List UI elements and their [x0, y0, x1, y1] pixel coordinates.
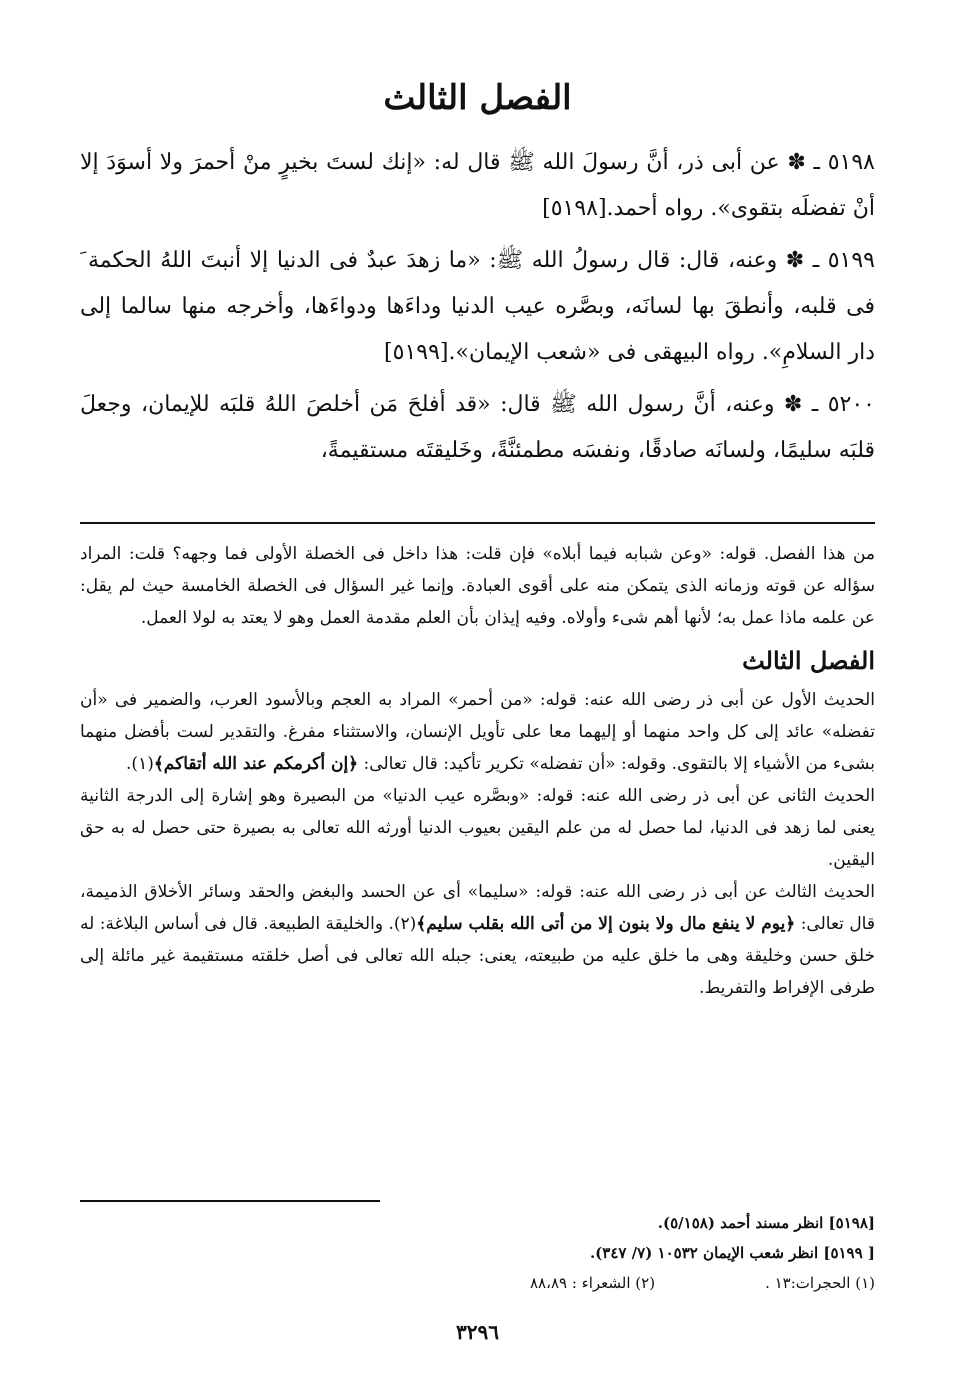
- quran-verse-2: ﴿يوم لا ينفع مال ولا بنون إلا من أتى الله بقلب سليم﴾: [416, 914, 796, 934]
- commentary-hadith-1: [80, 684, 875, 780]
- commentary-intro: من هذا الفصل. قوله: «وعن شبابه فيما أبلاه» فإن قلت: هذا داخل فى الخصلة الأولى فما وجهه؟ قلت: المراد سؤاله عن قوته وزمانه الذى يتمكن منه على أقوى العبادة. وإنما غير السؤال فى الخصلة الخامسة حيث لم يقل: عن علمه ماذا عمل به؛ لأنها أهم شىء وأولاه. وفيه إيذان بأن العلم مقدمة العمل وهو لا يعتد به لولا العمل.: [80, 544, 875, 628]
- footnote-row: [80, 1268, 875, 1298]
- hadith-5200: ٥٢٠٠ ـ ✽ وعنه، أنَّ رسول الله ﷺ قال: «قد أفلحَ مَن أخلصَ اللهُ قلبَه للإيمان، وجعلَ قلبَه سليمًا، ولسانَه صادقًا، ونفسَه مطمئنَّةً، وخَليقتَه مستقيمةً،: [80, 392, 875, 463]
- footnote-1: (١) الحجرات:١٣ .: [765, 1274, 875, 1292]
- hadith-5198: ٥١٩٨ ـ ✽ عن أبى ذر، أنَّ رسولَ الله ﷺ قال له: «إنك لستَ بخيرٍ منْ أحمرَ ولا أسوَدَ إلا أنْ تفضلَه بتقوى». رواه أحمد.[٥١٩٨]: [80, 150, 875, 221]
- commentary-hadith-3: [80, 876, 875, 1004]
- commentary-hadith-3-text: الحديث الثالث عن أبى ذر رضى الله عنه: قوله: «سليما» أى عن الحسد والبغض والحقد وسائر الأخلاق الذميمة، قال تعالى:: [80, 882, 875, 934]
- commentary-divider: [80, 522, 875, 524]
- chapter-title: الفصل الثالث: [383, 78, 572, 118]
- footnote-marker-1: (١).: [126, 754, 154, 774]
- footnotes: [80, 1208, 875, 1298]
- hadith-5199: ٥١٩٩ ـ ✽ وعنه، قال: قال رسولُ الله ﷺ: «ما زهدَ عبدٌ فى الدنيا إلا أنبتَ اللهُ الحكمة َ فى قلبه، وأنطقَ بها لسانَه، وبصَّره عيب الدنيا وداءَها ودواءَها، وأخرجه منها سالما إلى دار السلامِ». رواه البيهقى فى «شعب الإيمان».[٥١٩٩]: [80, 248, 875, 365]
- footnote-2: (٢) الشعراء : ٨٨،٨٩: [530, 1274, 656, 1292]
- commentary: [80, 538, 875, 1004]
- hadith-text: [80, 140, 875, 480]
- commentary-hadith-3-end: (٢). والخليقة الطبيعة. قال فى أساس البلاغة: له خلق حسن وخليقة وهى ما خلق عليه من طبيعته، يعنى: جبله الله تعالى فى أصل خلقته مستقيمة غير مائلة إلى طرفى الإفراط والتفريط.: [80, 914, 875, 998]
- page-number: ٣٢٩٦: [456, 1320, 499, 1344]
- footnote-ref-5198: [٥١٩٨] انظر مسند أحمد (٥/١٥٨).: [657, 1214, 875, 1232]
- commentary-hadith-1-text: الحديث الأول عن أبى ذر رضى الله عنه: قوله: «من أحمر» المراد به العجم وبالأسود العرب، والضمير فى «أن تفضله» عائد إلى كل واحد منهما أو إليهما معا على تأويل الإنسان، والاستثناء مفرغ. والتقدير لست بأفضل منهما بشىء من الأشياء إلا بالتقوى. وقوله: «أن تفضله» تكرير تأكيد: قال تعالى:: [80, 690, 875, 774]
- quran-verse-1: ﴿إن أكرمكم عند الله أتقاكم﴾: [153, 754, 359, 774]
- commentary-hadith-2: الحديث الثانى عن أبى ذر رضى الله عنه: قوله: «وبصَّره عيب الدنيا» من البصيرة وهو إشارة إلى الدرجة الثانية يعنى لما زهد فى الدنيا، لما حصل له من علم اليقين بعيوب الدنيا أورثه الله تعالى به بصيرة حتى حصل له به حق اليقين.: [80, 786, 875, 870]
- footnote-divider: [80, 1200, 380, 1202]
- footnote-ref-5199: [ ٥١٩٩] انظر شعب الإيمان ١٠٥٣٢ (٧/ ٣٤٧).: [589, 1244, 875, 1262]
- commentary-heading: الفصل الثالث: [742, 646, 875, 675]
